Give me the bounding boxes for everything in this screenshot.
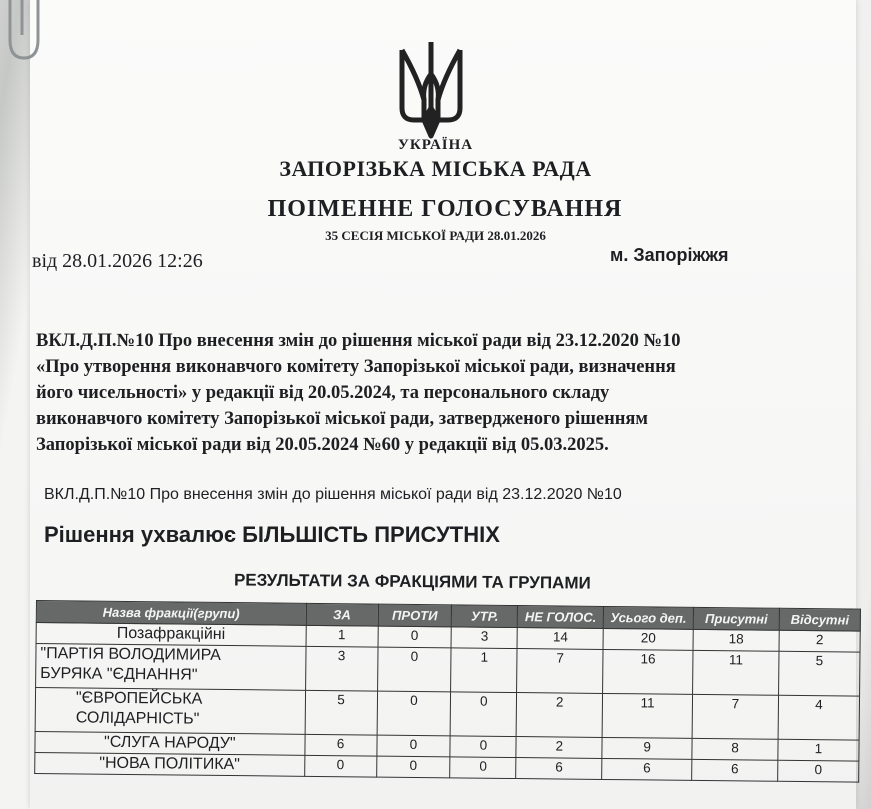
cell-against: 0 <box>376 735 450 757</box>
cell-for: 1 <box>306 625 378 647</box>
decision-short-title: ВКЛ.Д.П.№10 Про внесення змін до рішення міської ради від 23.12.2020 №10 <box>44 486 622 503</box>
cell-not-voted: 6 <box>516 758 602 780</box>
cell-for: 5 <box>305 690 377 735</box>
cell-total: 11 <box>602 693 692 738</box>
cell-present: 11 <box>693 650 779 695</box>
header-for: ЗА <box>306 603 378 626</box>
decision-text <box>36 328 826 458</box>
cell-for: 6 <box>305 734 377 756</box>
faction-name: "СЛУГА НАРОДУ" <box>35 731 305 755</box>
decision-line: «Про утворення виконавчого комітету Запорізької міської ради, визначення <box>36 357 676 377</box>
header-not-voted: НЕ ГОЛОС. <box>518 606 604 629</box>
document-title: ПОІМЕННЕ ГОЛОСУВАННЯ <box>267 196 623 222</box>
header-present: Присутні <box>693 607 779 630</box>
decision-line: Запорізької міської ради від 20.05.2024 №60 у редакції від 05.03.2025. <box>36 435 609 455</box>
trident-emblem-icon <box>396 38 466 142</box>
cell-for: 3 <box>305 646 377 691</box>
cell-against: 0 <box>377 647 451 692</box>
cell-against: 0 <box>376 756 450 778</box>
results-table <box>34 600 861 783</box>
cell-abstain: 3 <box>451 627 517 649</box>
city-name: м. Запоріжжя <box>610 245 729 265</box>
cell-total: 16 <box>603 649 693 694</box>
cell-not-voted: 2 <box>516 693 602 738</box>
cell-present: 18 <box>693 629 779 651</box>
vote-date: від 28.01.2026 12:26 <box>32 250 203 272</box>
results-title: РЕЗУЛЬТАТИ ЗА ФРАКЦІЯМИ ТА ГРУПАМИ <box>233 570 591 593</box>
header-absent: Відсутні <box>779 608 860 631</box>
cell-not-voted: 14 <box>517 628 603 650</box>
cell-not-voted: 2 <box>516 737 602 759</box>
faction-name: "ПАРТІЯ ВОЛОДИМИРА БУРЯКА "ЄДНАННЯ" <box>36 644 306 691</box>
cell-total: 6 <box>602 758 692 780</box>
cell-abstain: 0 <box>451 692 517 737</box>
header-abstain: УТР. <box>452 605 518 628</box>
council-name: ЗАПОРІЗЬКА МІСЬКА РАДА <box>279 156 592 181</box>
header-faction: Назва фракції(групи) <box>36 601 306 626</box>
decision-line: ВКЛ.Д.П.№10 Про внесення змін до рішення міської ради від 23.12.2020 №10 <box>36 331 681 351</box>
decision-line: виконавчого комітету Запорізької міської ради, затвердженого рішенням <box>36 409 648 429</box>
cell-absent: 0 <box>778 760 859 782</box>
cell-present: 6 <box>692 759 778 781</box>
cell-present: 7 <box>692 694 778 739</box>
decision-outcome: Рішення ухвалює БІЛЬШІСТЬ ПРИСУТНІХ <box>44 522 500 547</box>
cell-present: 8 <box>692 738 778 760</box>
cell-total: 20 <box>603 628 693 650</box>
cell-absent: 1 <box>778 739 859 761</box>
header-total: Усього деп. <box>603 606 693 629</box>
cell-for: 0 <box>304 755 376 777</box>
paper-clip-icon <box>0 0 58 90</box>
faction-name: Позафракційні <box>36 623 306 647</box>
cell-not-voted: 7 <box>517 649 603 694</box>
cell-against: 0 <box>377 691 451 736</box>
session-line: 35 СЕСІЯ МІСЬКОЇ РАДИ 28.01.2026 <box>325 228 546 243</box>
decision-line: його чисельності» у редакції від 20.05.2024, та персонального складу <box>36 383 610 403</box>
cell-abstain: 1 <box>451 648 517 693</box>
cell-absent: 4 <box>778 695 859 740</box>
faction-name: "НОВА ПОЛІТИКА" <box>35 752 305 776</box>
cell-abstain: 0 <box>450 736 516 758</box>
cell-abstain: 0 <box>450 757 516 779</box>
cell-total: 9 <box>602 737 692 759</box>
cell-absent: 2 <box>779 630 860 652</box>
country-name: УКРАЇНА <box>397 137 474 153</box>
header-against: ПРОТИ <box>378 604 452 627</box>
cell-against: 0 <box>378 626 452 648</box>
faction-name: "ЄВРОПЕЙСЬКА СОЛІДАРНІСТЬ" <box>35 688 305 735</box>
cell-absent: 5 <box>779 651 860 696</box>
